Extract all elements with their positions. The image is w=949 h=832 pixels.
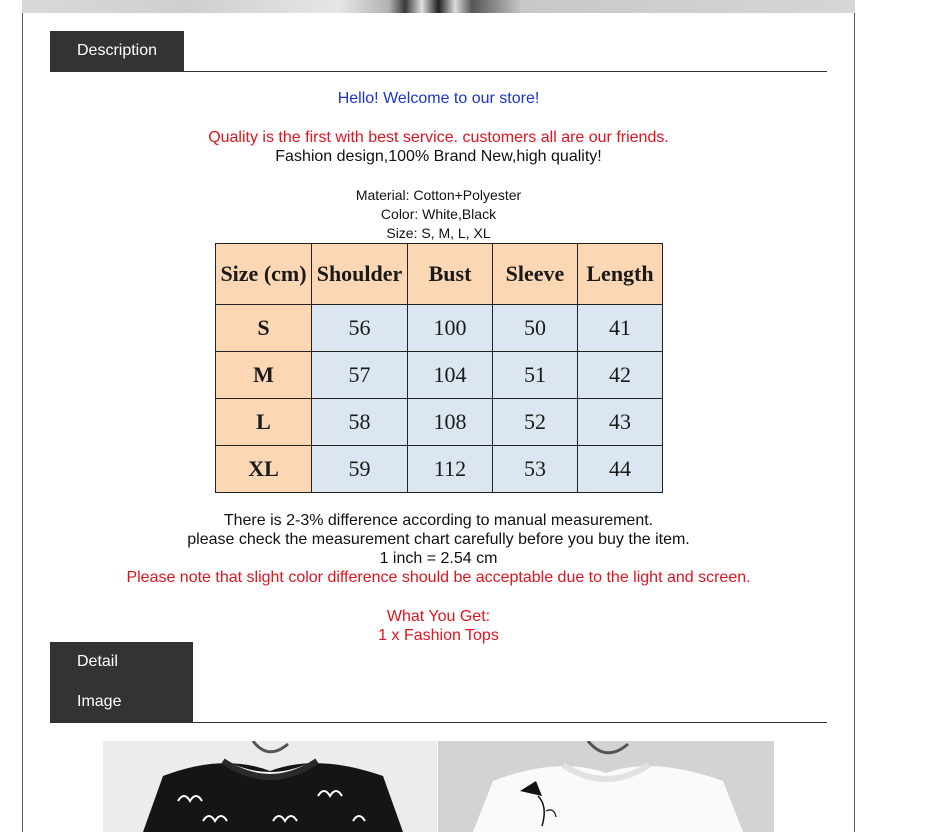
package-item-text: 1 x Fashion Tops <box>378 627 499 644</box>
table-cell: 104 <box>408 352 493 399</box>
table-cell: 51 <box>493 352 578 399</box>
measurement-difference-text: There is 2-3% difference according to manual measurement. <box>223 512 654 529</box>
table-cell: 59 <box>312 446 408 493</box>
table-header-cell: Size (cm) <box>216 244 312 305</box>
table-cell: 52 <box>493 399 578 446</box>
table-header-cell: Sleeve <box>493 244 578 305</box>
black-sweatshirt-image <box>103 741 437 832</box>
table-cell: 41 <box>578 305 663 352</box>
what-you-get-title: What You Get: <box>386 608 491 625</box>
description-tab[interactable]: Description <box>50 31 184 71</box>
table-cell: L <box>216 399 312 446</box>
table-row <box>216 399 663 446</box>
table-cell: 57 <box>312 352 408 399</box>
white-sweatshirt-image <box>438 741 774 832</box>
table-cell: 56 <box>312 305 408 352</box>
quality-text: Quality is the first with best service. customers all are our friends. <box>208 129 669 146</box>
table-row <box>216 305 663 352</box>
table-row <box>216 352 663 399</box>
inch-conversion-text: 1 inch = 2.54 cm <box>379 550 498 567</box>
size-text: Size: S, M, L, XL <box>386 225 491 241</box>
description-header <box>50 31 827 72</box>
table-cell: 44 <box>578 446 663 493</box>
table-row <box>216 446 663 493</box>
table-header-cell: Bust <box>408 244 493 305</box>
detail-image-tab[interactable]: Detail Image <box>50 642 193 722</box>
table-cell: M <box>216 352 312 399</box>
table-cell: 112 <box>408 446 493 493</box>
top-product-image-strip <box>22 0 855 13</box>
material-text: Material: Cotton+Polyester <box>355 187 522 203</box>
color-difference-text: Please note that slight color difference should be acceptable due to the light and screen. <box>126 569 751 586</box>
table-header-row <box>216 244 663 305</box>
table-cell: 42 <box>578 352 663 399</box>
table-cell: S <box>216 305 312 352</box>
table-cell: XL <box>216 446 312 493</box>
table-header-cell: Length <box>578 244 663 305</box>
table-cell: 100 <box>408 305 493 352</box>
table-cell: 58 <box>312 399 408 446</box>
check-chart-text: please check the measurement chart carefully before you buy the item. <box>187 531 690 548</box>
color-text: Color: White,Black <box>380 206 497 222</box>
table-cell: 43 <box>578 399 663 446</box>
table-cell: 50 <box>493 305 578 352</box>
detail-image-black-top[interactable] <box>103 741 437 832</box>
detail-image-header <box>50 653 827 723</box>
welcome-text: Hello! Welcome to our store! <box>337 90 540 107</box>
detail-image-white-top[interactable] <box>438 741 774 832</box>
size-chart-table <box>215 243 663 493</box>
table-header-cell: Shoulder <box>312 244 408 305</box>
table-cell: 108 <box>408 399 493 446</box>
table-cell: 53 <box>493 446 578 493</box>
design-text: Fashion design,100% Brand New,high quality! <box>275 148 602 165</box>
